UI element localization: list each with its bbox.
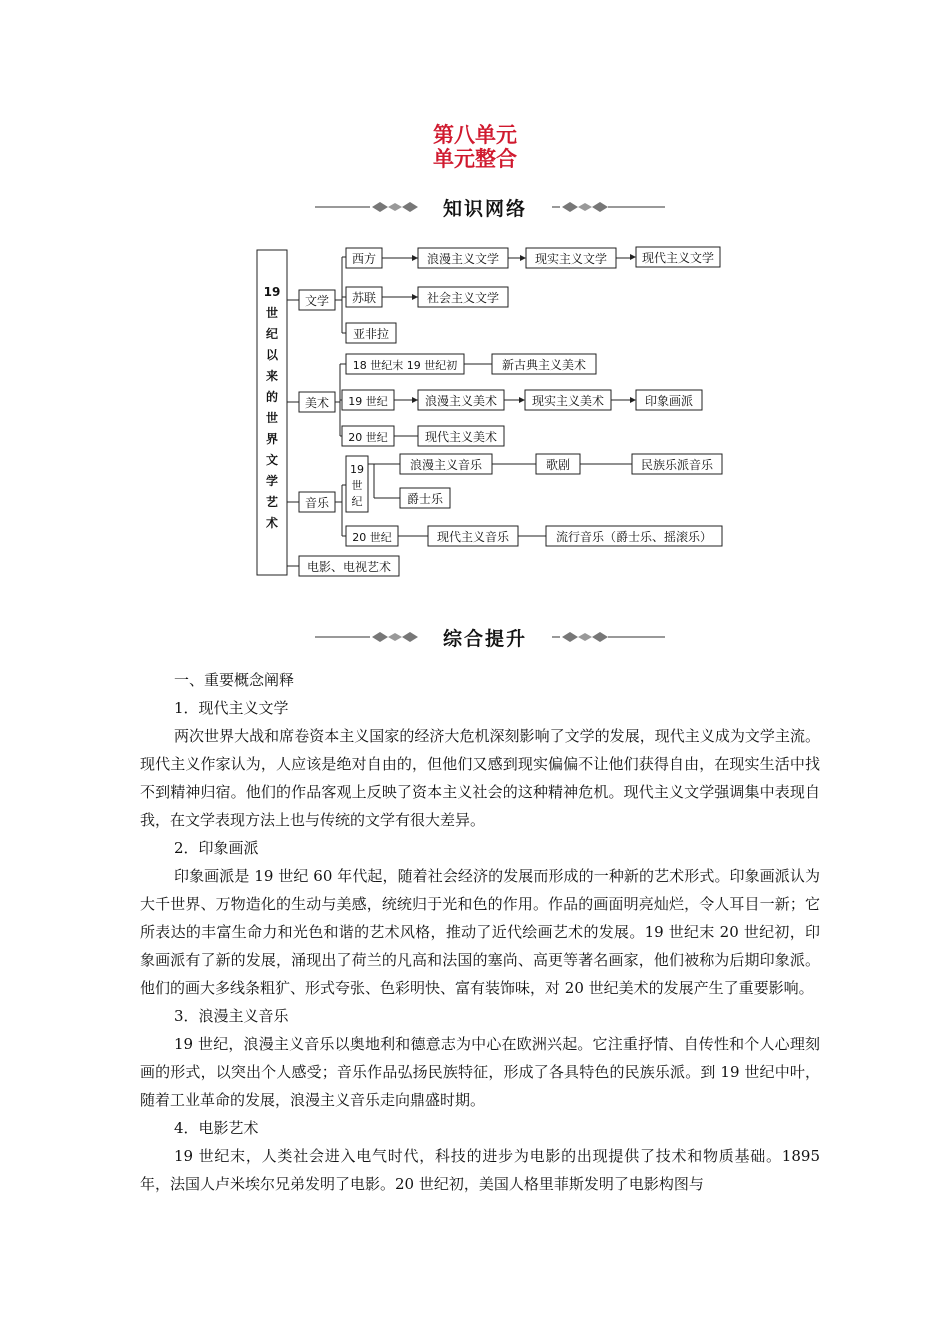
root-char-6: 世	[265, 411, 279, 425]
root-char-4: 来	[265, 369, 279, 383]
heading-modernism: 1．现代主义文学	[174, 699, 289, 717]
heading-film: 4．电影艺术	[174, 1119, 259, 1137]
label-langman-ms: 浪漫主义美术	[424, 394, 498, 408]
section-banner-improve	[300, 621, 670, 651]
label-sulian: 苏联	[351, 291, 377, 305]
content-body	[140, 666, 820, 1198]
label-xianshi-wx: 现实主义文学	[534, 252, 608, 266]
label-c19b-1: 世	[351, 479, 363, 492]
label-wenxue: 文学	[304, 294, 330, 308]
section-banner-network	[300, 191, 670, 221]
heading-impressionism: 2．印象画派	[174, 839, 259, 857]
label-xiandai-ms: 现代主义美术	[424, 430, 498, 444]
label-yinyue: 音乐	[304, 496, 330, 510]
label-c19b-2: 纪	[351, 495, 363, 508]
label-langman-yy: 浪漫主义音乐	[409, 458, 483, 472]
root-char-5: 的	[265, 390, 279, 404]
label-langman-wx: 浪漫主义文学	[426, 252, 500, 266]
label-jueshi: 爵士乐	[406, 492, 444, 506]
label-yinxiang: 印象画派	[644, 394, 694, 408]
root-char-7: 界	[265, 432, 279, 446]
label-c19a: 19 世纪	[348, 395, 388, 408]
root-char-11: 术	[265, 516, 279, 530]
heading-romantic-music: 3．浪漫主义音乐	[174, 1007, 289, 1025]
root-char-10: 艺	[265, 495, 279, 509]
paragraph-modernism: 两次世界大战和席卷资本主义国家的经济大危机深刻影响了文学的发展，现代主义成为文学主流。现代主义作家认为，人应该是绝对自由的，但他们又感到现实偏偏不让他们获得自由，在现实生活中找不到精神归宿。他们的作品客观上反映了资本主义社会的这种精神危机。现代主义文学强调集中表现自我，在文学表现方法上也与传统的文学有很大差异。	[140, 727, 820, 829]
label-xingudian: 新古典主义美术	[501, 358, 587, 372]
root-char-9: 学	[265, 474, 279, 488]
paragraph-impressionism: 印象画派是 19 世纪 60 年代起，随着社会经济的发展而形成的一种新的艺术形式。印象画派认为大千世界、万物造化的生动与美感，统统归于光和色的作用。作品的画面明亮灿烂，令人耳目一新；它所表达的丰富生命力和光色和谐的艺术风格，推动了近代绘画艺术的发展。19 世纪末 20 世纪初，印象画派有了新的发展，涌现出了荷兰的凡高和法国的塞尚、高更等著名画家，他们被称为后期印象派。他们的画大多线条粗犷、形式夸张、色彩明快、富有装饰味，对 20 世纪美术的发展产生了重要影响。	[140, 867, 820, 997]
root-char-8: 文	[265, 453, 279, 467]
root-char-2: 纪	[265, 327, 279, 341]
unit-title: 第八单元	[433, 122, 517, 147]
label-xiandai-wx: 现代主义文学	[641, 251, 715, 265]
label-minzu: 民族乐派音乐	[640, 458, 714, 472]
paragraph-romantic-music: 19 世纪，浪漫主义音乐以奥地利和德意志为中心在欧洲兴起。它注重抒情、自传性和个人心理刻画的形式，以突出个人感受；音乐作品弘扬民族特征，形成了各具特色的民族乐派。到 19 世纪中叶，随着工业革命的发展，浪漫主义音乐走向鼎盛时期。	[140, 1035, 820, 1109]
label-meishu: 美术	[304, 396, 330, 410]
label-c20a: 20 世纪	[348, 431, 388, 444]
label-c19b-0: 19	[350, 463, 364, 476]
section-title-improve: 综合提升	[442, 628, 527, 650]
root-char-3: 以	[265, 348, 279, 362]
label-geju: 歌剧	[545, 458, 571, 472]
label-dianying: 电影、电视艺术	[306, 560, 392, 574]
root-char-1: 世	[265, 306, 279, 320]
label-xiandai-yy: 现代主义音乐	[436, 530, 510, 544]
label-c18: 18 世纪末 19 世纪初	[352, 359, 458, 372]
label-xianshi-ms: 现实主义美术	[531, 394, 605, 408]
label-shehui-wx: 社会主义文学	[426, 291, 500, 305]
paragraph-film: 19 世纪末，人类社会进入电气时代，科技的进步为电影的出现提供了技术和物质基础。1895 年，法国人卢米埃尔兄弟发明了电影。20 世纪初，美国人格里菲斯发明了电影构图与	[140, 1147, 820, 1193]
label-yafeila: 亚非拉	[352, 327, 390, 341]
label-c20b: 20 世纪	[352, 531, 392, 544]
section-title-network: 知识网络	[442, 198, 527, 220]
root-char-0: 19	[263, 285, 281, 299]
label-liuxing: 流行音乐（爵士乐、摇滚乐）	[555, 530, 713, 544]
label-xifang: 西方	[351, 252, 377, 266]
heading-concepts: 一、重要概念阐释	[174, 671, 295, 689]
unit-subtitle: 单元整合	[433, 146, 517, 171]
knowledge-network-diagram	[250, 240, 730, 580]
